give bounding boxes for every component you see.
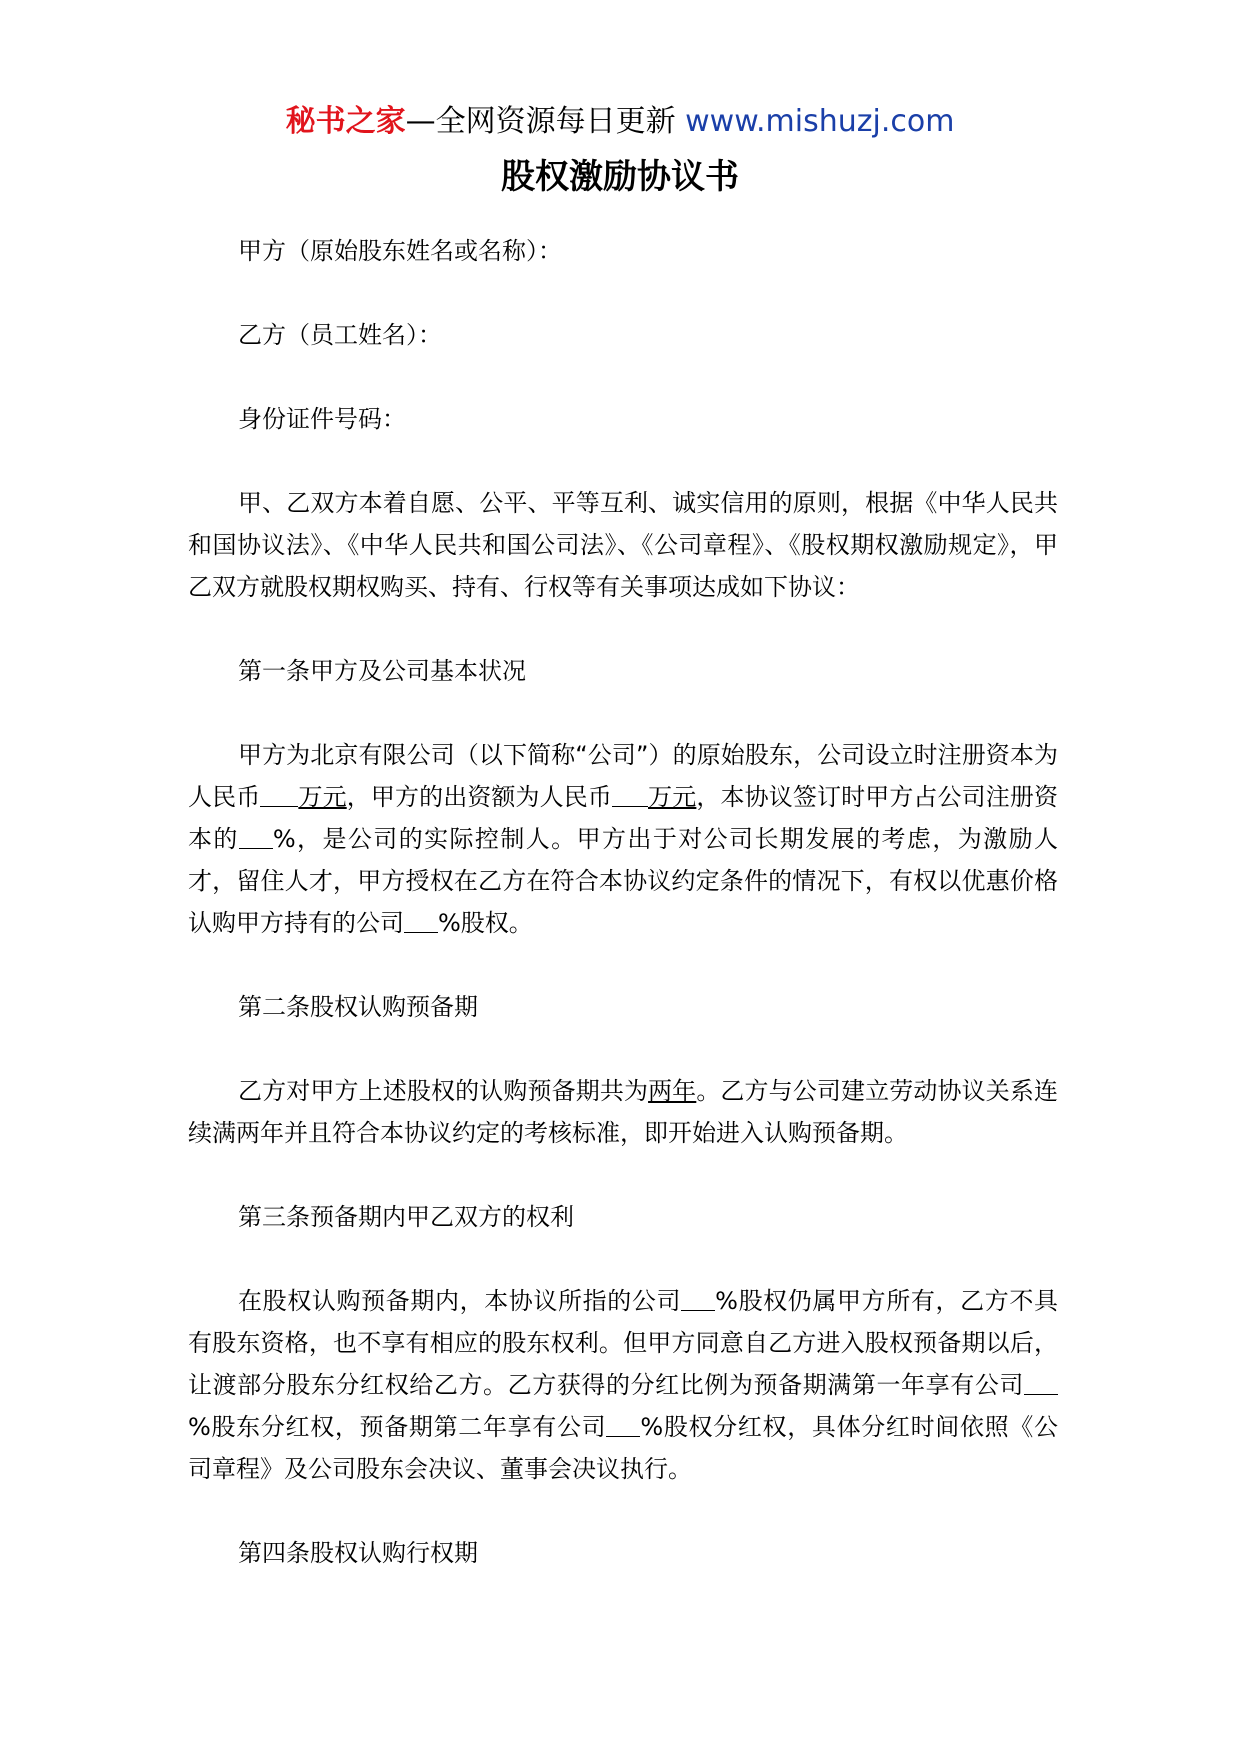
article3-paragraph [188, 1280, 1058, 1490]
article1-heading: 第一条甲方及公司基本状况 [238, 657, 526, 685]
document-body [188, 230, 1058, 1574]
article3-text-3: %股东分红权，预备期第二年享有公司 [188, 1413, 607, 1441]
document-title: 股权激励协议书 [501, 157, 739, 197]
article3-text-2: %股权仍属甲方所有，乙方不具有股东资格，也不享有相应的股东权利。但甲方同意自乙方进入股权预备期以后，让渡部分股东分红权给乙方。乙方获得的分红比例为预备期满第一年享有公司 [188, 1287, 1058, 1399]
blank-field [260, 780, 298, 807]
blank-field [404, 906, 438, 933]
article1-paragraph [188, 734, 1058, 944]
article1-text-4: %，是公司的实际控制人。甲方出于对公司长期发展的考虑，为激励人才，留住人才，甲方授权在乙方在符合本协议约定条件的情况下，有权以优惠价格认购甲方持有的公司 [188, 825, 1058, 937]
article3-text-4: %股权分红权，具体分红时间依照《公司章程》及公司股东会决议、董事会决议执行。 [188, 1413, 1058, 1483]
site-header [0, 100, 1240, 144]
article2-text-1: 乙方对甲方上述股权的认购预备期共为 [238, 1077, 649, 1105]
header-slogan: —全网资源每日更新 [405, 104, 676, 139]
article1-text-1: 甲方为北京有限公司（以下简称“公司”）的原始股东，公司设立时注册资本为人民币 [188, 741, 1058, 811]
article2-paragraph [188, 1070, 1058, 1154]
intro-paragraph: 甲、乙双方本着自愿、公平、平等互利、诚实信用的原则，根据《中华人民共和国协议法》、《中华人民共和国公司法》、《公司章程》、《股权期权激励规定》，甲乙双方就股权期权购买、持有、行权等有关事项达成如下协议： [188, 489, 1058, 601]
id-number-line: 身份证件号码： [238, 405, 406, 433]
blank-field [1024, 1368, 1058, 1395]
article1-text-2: ，甲方的出资额为人民币 [346, 783, 613, 811]
brand-name: 秘书之家 [285, 104, 406, 139]
article1-text-3: ，本协议签订时甲方占公司注册资本的 [188, 783, 1059, 853]
article2-heading: 第二条股权认购预备期 [238, 993, 478, 1021]
blank-field [606, 1410, 640, 1437]
blank-field [239, 822, 273, 849]
article2-underlined-term: 两年 [648, 1077, 697, 1105]
article2-text-2: 。乙方与公司建立劳动协议关系连续满两年并且符合本协议约定的考核标准，即开始进入认购预备期。 [188, 1077, 1059, 1147]
article1-text-5: %股权。 [438, 909, 533, 937]
article1-underlined-unit-2: 万元 [648, 783, 697, 811]
party-a-line: 甲方（原始股东姓名或名称）： [238, 237, 562, 265]
blank-field [681, 1284, 715, 1311]
article1-underlined-unit-1: 万元 [298, 783, 347, 811]
article4-heading: 第四条股权认购行权期 [238, 1539, 478, 1567]
blank-field [612, 780, 648, 807]
site-url[interactable]: www.mishuzj.com [685, 104, 955, 139]
article3-text-1: 在股权认购预备期内，本协议所指的公司 [238, 1287, 682, 1315]
party-b-line: 乙方（员工姓名）： [238, 321, 442, 349]
article3-heading: 第三条预备期内甲乙双方的权利 [238, 1203, 574, 1231]
